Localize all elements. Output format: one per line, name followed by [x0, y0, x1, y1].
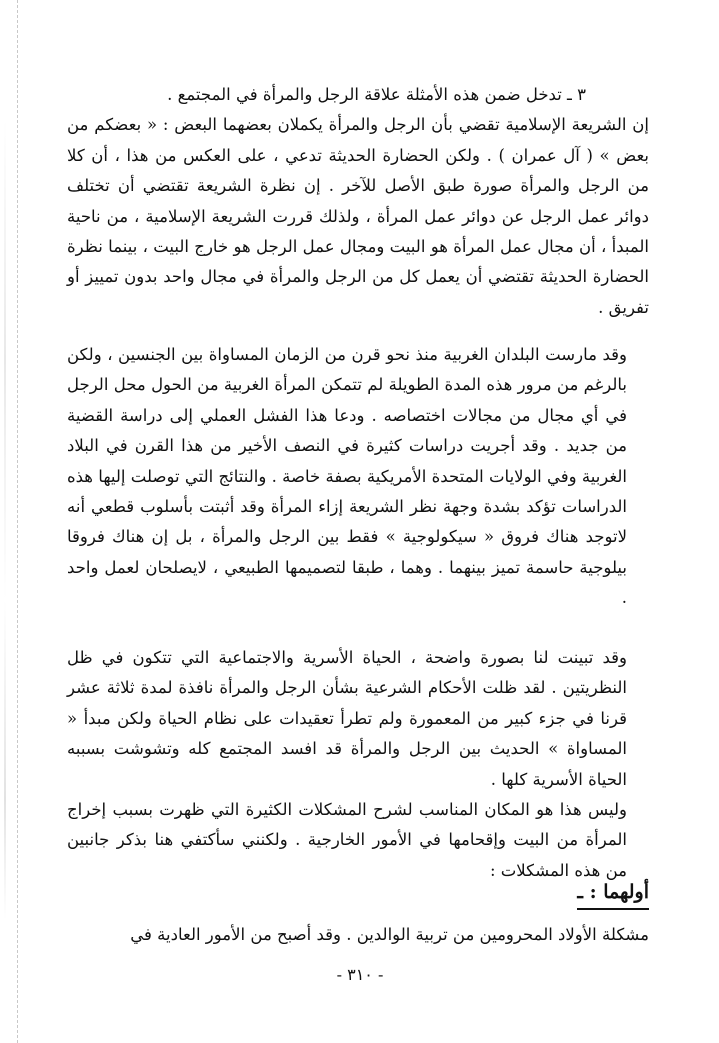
text-block-middle — [67, 340, 649, 614]
text-block-upper — [67, 80, 649, 323]
scan-edge-shadow — [4, 120, 6, 920]
text-block-lower — [67, 643, 649, 886]
paragraph-deprived-children: مشكلة الأولاد المحرومين من تربية الوالدين . وقد أصبح من الأمور العادية في — [130, 925, 649, 944]
page-number: - ٣١٠ - — [336, 965, 384, 984]
paragraph-western-experience: وقد مارست البلدان الغربية منذ نحو قرن من الزمان المساواة بين الجنسين ، ولكن بالرغم من مرور هذه المدة الطويلة لم تتمكن المرأة الغربية من الحول محل الرجل في أي مجال من مجالات اختصاصه . ودعا هذا الفشل العملي إلى دراسة القضية من جديد . وقد أجريت دراسات كثيرة في النصف الأخير من هذا القرن في البلاد الغربية وفي الولايات المتحدة الأمريكية بصفة خاصة . والنتائج التي توصلت إليها هذه الدراسات تؤكد بشدة وجهة نظر الشريعة إزاء المرأة وقد أثبتت بأسلوب قطعي أنه لاتوجد هناك فروق « سيكولوجية » فقط بين الرجل والمرأة ، بل إن هناك فروقا بيلوجية حاسمة تميز بينهما . وهما ، طبقا لتصميمها الطبيعي ، لايصلحان لعمل واحد . — [67, 345, 627, 608]
paragraph-problems-intro: وليس هذا هو المكان المناسب لشرح المشكلات الكثيرة التي ظهرت بسبب إخراج المرأة من البيت وإقحامها في الأمور الخارجية . ولكنني سأكتفي هنا بذكر جانبين من هذه المشكلات : — [67, 800, 627, 880]
paragraph-sharia-view: إن الشريعة الإسلامية تقضي بأن الرجل والمرأة يكملان بعضهما البعض : « بعضكم من بعض » ( آل عمران ) . ولكن الحضارة الحديثة تدعي ، على العكس من هذا ، أن كلا من الرجل والمرأة صورة طبق الأصل للآخر . إن نظرة الشريعة تقتضي أن تختلف دوائر عمل الرجل عن دوائر عمل المرأة ، ولذلك قررت الشريعة الإسلامية ، من ناحية المبدأ ، أن مجال عمل المرأة هو البيت ومجال عمل الرجل هو خارج البيت ، بينما نظرة الحضارة الحديثة تقتضي أن يعمل كل من الرجل والمرأة في مجال واحد بدون تمييز أو تفريق . — [67, 115, 649, 317]
section-heading-first: أولهما : ـ — [577, 877, 649, 910]
paragraph-numbered-point: ٣ ـ تدخل ضمن هذه الأمثلة علاقة الرجل والمرأة في المجتمع . — [167, 85, 586, 104]
paragraph-family-life: وقد تبينت لنا بصورة واضحة ، الحياة الأسرية والاجتماعية التي تتكون في ظل النظريتين . لقد ظلت الأحكام الشرعية بشأن الرجل والمرأة نافذة لمدة ثلاثة عشر قرنا في جزء كبير من المعمورة ولم تطرأ تعقيدات على نظام الحياة ولكن مبدأ « المساواة » الحديث بين الرجل والمرأة قد افسد المجتمع كله وتشوشت بسببه الحياة الأسرية كلها . — [67, 648, 627, 789]
page-fold-line — [17, 0, 18, 1043]
